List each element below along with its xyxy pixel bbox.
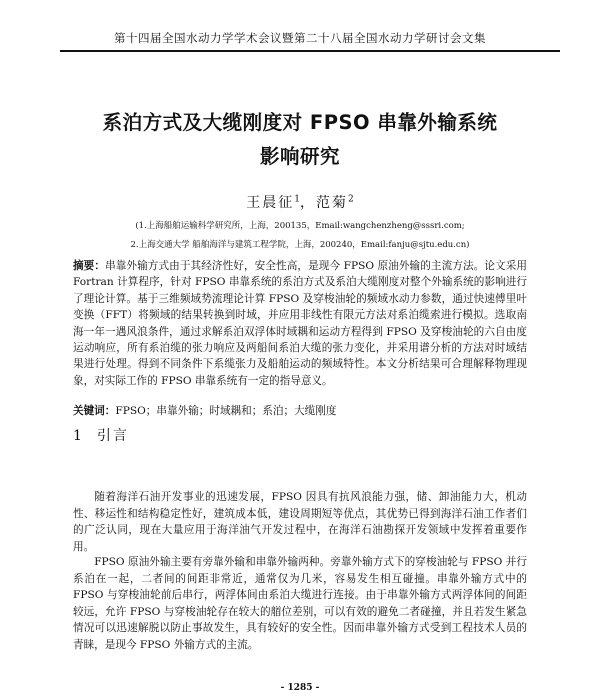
keywords-label: 关键词： [73, 405, 116, 417]
paper-title-line2: 影响研究 [259, 145, 340, 168]
author-affiliation-mark: 1 [294, 194, 300, 205]
author-list [0, 192, 600, 212]
section-title: 引言 [96, 428, 129, 444]
abstract [73, 258, 527, 389]
keywords-text: FPSO；串靠外输；时域耦和；系泊；大缆刚度 [115, 405, 337, 417]
abstract-label: 摘要： [73, 260, 106, 272]
intro-paragraph-1: 随着海洋石油开发事业的迅速发展，FPSO 因具有抗风浪能力强，储、卸油能力大，机动性、移运性和结构稳定性好，建筑成本低，建设周期短等优点，其优势已得到海洋石油工作者们的广泛认同，现在大量应用于海洋油气开发过程中，在海洋石油勘探开发领域中发挥着重要作用。 [73, 491, 527, 553]
keywords [73, 403, 527, 419]
section-heading [73, 425, 129, 445]
abstract-text: 串靠外输方式由于其经济性好，安全性高，是现今 FPSO 原油外输的主流方法。论文采用 Fortran 计算程序，针对 FPSO 串靠系统的系泊方式及系泊大缆刚度对整个外输系统的影响进行了理论计算。基于三维频域势流理论计算 FPSO 及穿梭油轮的频域水动力参数，通过快速傅里叶变换（FFT）将频域的结果转换到时域，并应用非线性有限元方法对系泊缆索进行模拟。选取南海一年一遇风浪条件，通过求解系泊双浮体时域耦和运动方程得到 FPSO 及穿梭油轮的六自由度运动响应，所有系泊缆的张力响应及两船间系泊大缆的张力变化，并采用谱分析的方法对时域结果进行处理。得到不同条件下系缆张力及船舶运动的频域特性。本文分析结果可合理解释物理现象，对实际工作的 FPSO 串靠系统有一定的指导意义。 [73, 260, 528, 387]
header-rule [60, 50, 560, 52]
author-separator: ， [300, 195, 316, 211]
paper-title [40, 106, 560, 174]
paper-title-line1: 系泊方式及大缆刚度对 FPSO 串靠外输系统 [102, 111, 498, 134]
author-affiliation-mark: 2 [348, 194, 354, 205]
author-name: 王晨征 [246, 195, 295, 211]
running-header: 第十四届全国水动力学学术会议暨第二十八届全国水动力学研讨会文集 [114, 31, 486, 45]
affiliation-1: (1.上海船舶运输科学研究所，上海，200135，Email:wangchenzheng@sssri.com; [135, 221, 465, 231]
author-name: 范菊 [316, 195, 348, 211]
intro-paragraph-2: FPSO 原油外输主要有旁靠外输和串靠外输两种。旁靠外输方式下的穿梭油轮与 FPSO 并行系泊在一起，二者间的间距非常近，通常仅为几米，容易发生相互碰撞。串靠外输方式中的 FPSO 与穿梭油轮前后串行，两浮体间由系泊大缆进行连接。由于串靠外输方式两浮体间的间距较远，允许 FPSO 与穿梭油轮存在较大的艏位差别，可以有效的避免二者碰撞，并且若发生紧急情况可以迅速解脱以防止事故发生，具有较好的安全性。因而串靠外输方式受到工程技术人员的青睐，是现今 FPSO 外输方式的主流。 [73, 556, 527, 651]
section-number: 1 [73, 428, 84, 444]
page-number: - 1285 - [280, 683, 320, 693]
affiliation-2: 2.上海交通大学 船舶海洋与建筑工程学院，上海，200240，Email:fanju@sjtu.edu.cn) [130, 240, 470, 250]
